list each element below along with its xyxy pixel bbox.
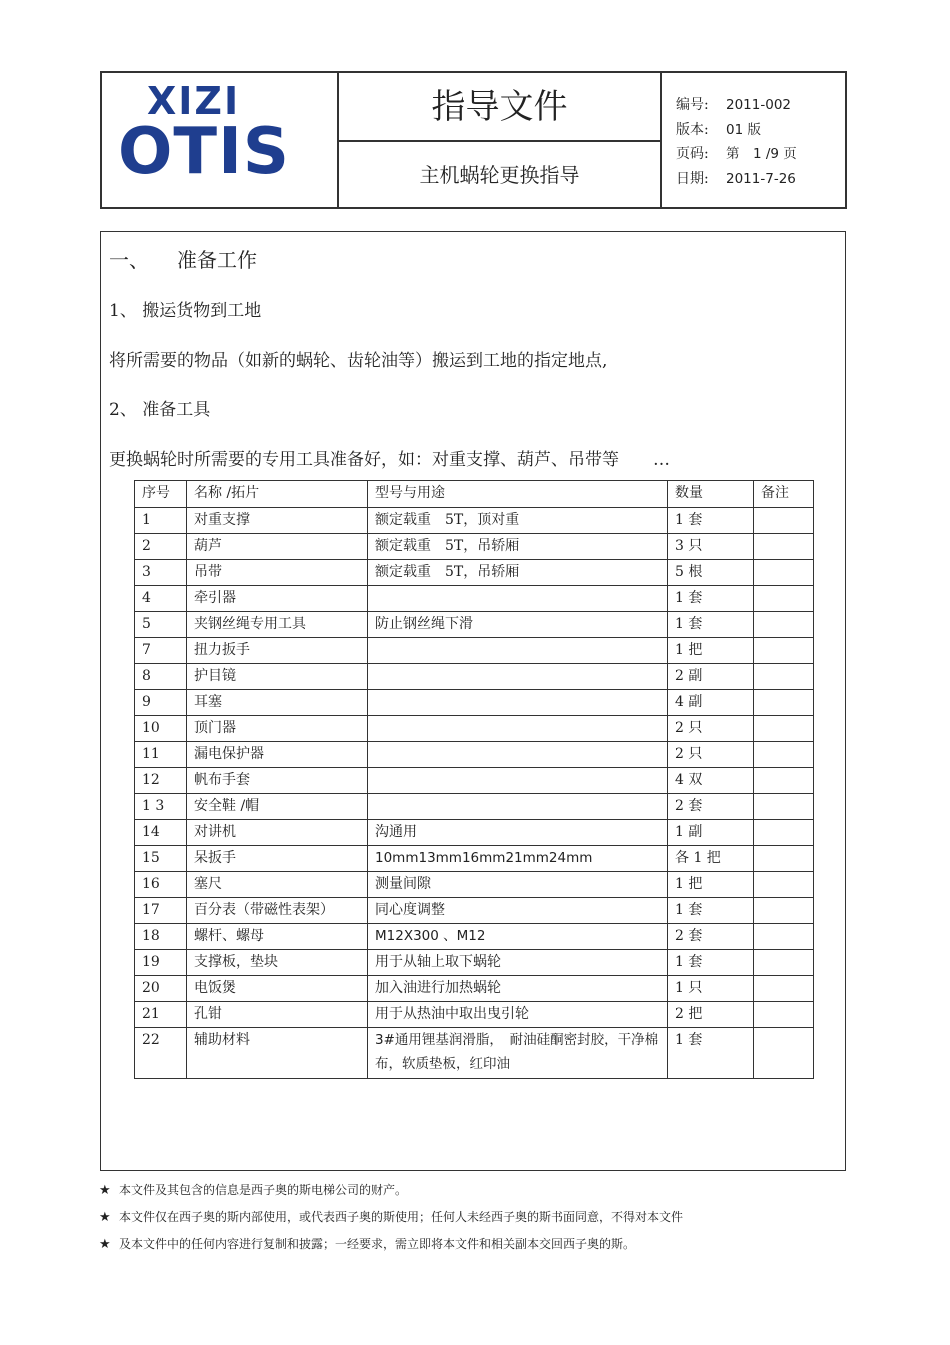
cell-index: 22 xyxy=(135,1028,187,1079)
star-icon: ★ xyxy=(99,1183,111,1198)
cell-name: 螺杆、螺母 xyxy=(187,924,368,950)
table-row xyxy=(135,976,814,1002)
cell-model: 10mm13mm16mm21mm24mm xyxy=(368,846,668,872)
cell-model: 防止钢丝绳下滑 xyxy=(368,612,668,638)
table-row xyxy=(135,820,814,846)
meta-date xyxy=(676,167,836,192)
cell-model: 额定载重 5T，吊轿厢 xyxy=(368,534,668,560)
cell-index: 2 xyxy=(135,534,187,560)
cell-remark xyxy=(754,1002,814,1028)
meta-value: 2011-002 xyxy=(726,97,791,113)
cell-remark xyxy=(754,872,814,898)
cell-index: 18 xyxy=(135,924,187,950)
cell-index: 7 xyxy=(135,638,187,664)
star-icon: ★ xyxy=(99,1210,111,1225)
col-header-name: 名称 /拓片 xyxy=(187,481,368,508)
item1-text: 将所需要的物品（如新的蜗轮、齿轮油等）搬运到工地的指定地点, xyxy=(109,351,608,371)
cell-qty: 1 把 xyxy=(668,638,754,664)
table-row xyxy=(135,534,814,560)
table-row xyxy=(135,950,814,976)
cell-name: 支撑板，垫块 xyxy=(187,950,368,976)
logo-otis-text: OTIS xyxy=(118,115,290,189)
cell-index: 12 xyxy=(135,768,187,794)
cell-model xyxy=(368,768,668,794)
cell-name: 呆扳手 xyxy=(187,846,368,872)
table-row xyxy=(135,898,814,924)
cell-name: 对重支撑 xyxy=(187,508,368,534)
cell-model: 额定载重 5T，吊轿厢 xyxy=(368,560,668,586)
cell-model xyxy=(368,716,668,742)
cell-remark xyxy=(754,768,814,794)
cell-name: 护目镜 xyxy=(187,664,368,690)
cell-name: 顶门器 xyxy=(187,716,368,742)
cell-name: 帆布手套 xyxy=(187,768,368,794)
cell-index: 19 xyxy=(135,950,187,976)
table-row xyxy=(135,560,814,586)
table-header-row xyxy=(135,481,814,508)
meta-value: 01 版 xyxy=(726,121,761,138)
cell-index: 3 xyxy=(135,560,187,586)
cell-remark xyxy=(754,690,814,716)
cell-index: 10 xyxy=(135,716,187,742)
cell-qty: 1 套 xyxy=(668,612,754,638)
cell-remark xyxy=(754,976,814,1002)
star-icon: ★ xyxy=(99,1237,111,1252)
cell-qty: 1 套 xyxy=(668,898,754,924)
cell-remark xyxy=(754,1028,814,1079)
item2-heading: 2、 准备工具 xyxy=(109,400,211,420)
cell-model: 测量间隙 xyxy=(368,872,668,898)
cell-model xyxy=(368,794,668,820)
cell-index: 1 xyxy=(135,508,187,534)
cell-qty: 2 套 xyxy=(668,794,754,820)
cell-qty: 1 套 xyxy=(668,508,754,534)
cell-model: 加入油进行加热蜗轮 xyxy=(368,976,668,1002)
cell-index: 15 xyxy=(135,846,187,872)
cell-name: 漏电保护器 xyxy=(187,742,368,768)
cell-name: 对讲机 xyxy=(187,820,368,846)
cell-remark xyxy=(754,560,814,586)
meta-doc-number xyxy=(676,93,836,118)
note-text: 本文件及其包含的信息是西子奥的斯电梯公司的财产。 xyxy=(119,1183,408,1197)
section-title: 准备工作 xyxy=(177,248,257,272)
col-header-model: 型号与用途 xyxy=(368,481,668,508)
meta-label: 页码: xyxy=(676,146,709,162)
cell-remark xyxy=(754,508,814,534)
meta-version xyxy=(676,118,836,143)
table-row xyxy=(135,508,814,534)
cell-remark xyxy=(754,612,814,638)
meta-label: 编号: xyxy=(676,97,709,113)
document-subtitle: 主机蜗轮更换指导 xyxy=(419,163,580,187)
table-row xyxy=(135,638,814,664)
cell-qty: 4 双 xyxy=(668,768,754,794)
col-header-remark: 备注 xyxy=(754,481,814,508)
table-row xyxy=(135,716,814,742)
note-item xyxy=(99,1235,683,1262)
document-body xyxy=(100,231,846,1171)
table-row xyxy=(135,664,814,690)
cell-model xyxy=(368,742,668,768)
cell-index: 17 xyxy=(135,898,187,924)
note-item xyxy=(99,1181,683,1208)
section-heading xyxy=(109,244,257,273)
cell-index: 14 xyxy=(135,820,187,846)
cell-index: 20 xyxy=(135,976,187,1002)
cell-qty: 1 套 xyxy=(668,1028,754,1079)
cell-remark xyxy=(754,950,814,976)
cell-qty: 各 1 把 xyxy=(668,846,754,872)
cell-name: 孔钳 xyxy=(187,1002,368,1028)
table-row xyxy=(135,612,814,638)
cell-qty: 2 只 xyxy=(668,742,754,768)
meta-label: 版本: xyxy=(676,121,709,138)
cell-index: 16 xyxy=(135,872,187,898)
table-row xyxy=(135,872,814,898)
table-row xyxy=(135,742,814,768)
table-row xyxy=(135,1028,814,1079)
cell-qty: 1 套 xyxy=(668,586,754,612)
cell-qty: 1 套 xyxy=(668,950,754,976)
cell-name: 吊带 xyxy=(187,560,368,586)
col-header-qty: 数量 xyxy=(668,481,754,508)
cell-qty: 2 只 xyxy=(668,716,754,742)
cell-index: 4 xyxy=(135,586,187,612)
cell-name: 电饭煲 xyxy=(187,976,368,1002)
logo-xizi-text: XIZI xyxy=(147,79,241,123)
title-block xyxy=(339,73,662,207)
note-text: 本文件仅在西子奥的斯内部使用，或代表西子奥的斯使用；任何人未经西子奥的斯书面同意，不得对本文件 xyxy=(119,1210,684,1224)
note-item xyxy=(99,1208,683,1235)
table-row xyxy=(135,586,814,612)
meta-value: 第 1 /9 页 xyxy=(726,146,797,162)
table-row xyxy=(135,846,814,872)
document-header xyxy=(100,71,847,209)
cell-qty: 4 副 xyxy=(668,690,754,716)
company-logo xyxy=(102,73,339,207)
cell-remark xyxy=(754,742,814,768)
cell-model: 额定载重 5T，顶对重 xyxy=(368,508,668,534)
cell-index: 21 xyxy=(135,1002,187,1028)
cell-name: 夹钢丝绳专用工具 xyxy=(187,612,368,638)
cell-model: M12X300 、M12 xyxy=(368,924,668,950)
tools-table xyxy=(134,480,814,1079)
table-row xyxy=(135,768,814,794)
table-row xyxy=(135,794,814,820)
cell-name: 葫芦 xyxy=(187,534,368,560)
cell-index: 8 xyxy=(135,664,187,690)
cell-qty: 2 套 xyxy=(668,924,754,950)
cell-model: 沟通用 xyxy=(368,820,668,846)
cell-model: 3#通用锂基润滑脂， 耐油硅酮密封胶，干净棉布，软质垫板，红印油 xyxy=(368,1028,668,1079)
cell-qty: 2 把 xyxy=(668,1002,754,1028)
cell-name: 牵引器 xyxy=(187,586,368,612)
cell-name: 扭力扳手 xyxy=(187,638,368,664)
cell-model xyxy=(368,586,668,612)
cell-index: 5 xyxy=(135,612,187,638)
table-row xyxy=(135,690,814,716)
cell-qty: 1 副 xyxy=(668,820,754,846)
col-header-index: 序号 xyxy=(135,481,187,508)
item2-text: 更换蜗轮时所需要的专用工具准备好，如：对重支撑、葫芦、吊带等 … xyxy=(109,450,670,470)
cell-remark xyxy=(754,716,814,742)
document-title: 指导文件 xyxy=(339,73,660,142)
cell-model: 用于从热油中取出曳引轮 xyxy=(368,1002,668,1028)
cell-name: 耳塞 xyxy=(187,690,368,716)
cell-index: 11 xyxy=(135,742,187,768)
cell-qty: 3 只 xyxy=(668,534,754,560)
meta-page xyxy=(676,142,836,167)
cell-model xyxy=(368,638,668,664)
note-text: 及本文件中的任何内容进行复制和披露；一经要求，需立即将本文件和相关副本交回西子奥的斯。 xyxy=(119,1237,636,1251)
meta-value: 2011-7-26 xyxy=(726,170,796,187)
confidentiality-notes xyxy=(99,1181,683,1262)
cell-qty: 1 只 xyxy=(668,976,754,1002)
cell-qty: 2 副 xyxy=(668,664,754,690)
section-number: 一、 xyxy=(109,248,149,272)
cell-model xyxy=(368,690,668,716)
meta-label: 日期: xyxy=(676,170,709,187)
cell-remark xyxy=(754,586,814,612)
table-row xyxy=(135,924,814,950)
cell-remark xyxy=(754,534,814,560)
cell-index: 9 xyxy=(135,690,187,716)
cell-remark xyxy=(754,820,814,846)
cell-remark xyxy=(754,794,814,820)
cell-name: 安全鞋 /帽 xyxy=(187,794,368,820)
cell-index: 1 3 xyxy=(135,794,187,820)
table-row xyxy=(135,1002,814,1028)
cell-qty: 5 根 xyxy=(668,560,754,586)
cell-remark xyxy=(754,638,814,664)
item1-heading: 1、 搬运货物到工地 xyxy=(109,301,262,321)
cell-name: 辅助材料 xyxy=(187,1028,368,1079)
cell-model: 同心度调整 xyxy=(368,898,668,924)
cell-qty: 1 把 xyxy=(668,872,754,898)
cell-remark xyxy=(754,924,814,950)
cell-model: 用于从轴上取下蜗轮 xyxy=(368,950,668,976)
cell-remark xyxy=(754,664,814,690)
cell-name: 塞尺 xyxy=(187,872,368,898)
document-meta xyxy=(676,93,836,191)
cell-remark xyxy=(754,898,814,924)
cell-model xyxy=(368,664,668,690)
cell-remark xyxy=(754,846,814,872)
cell-name: 百分表（带磁性表架） xyxy=(187,898,368,924)
